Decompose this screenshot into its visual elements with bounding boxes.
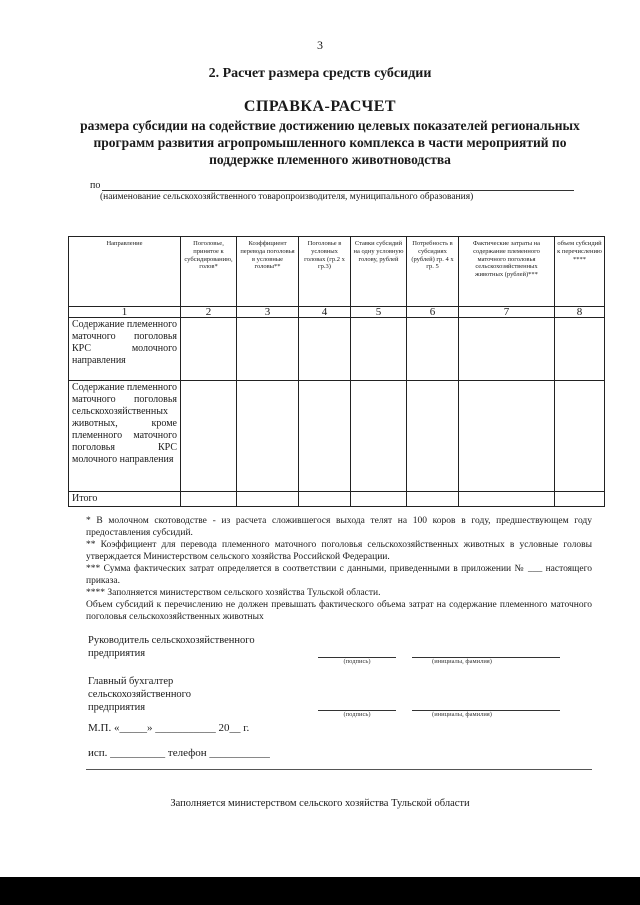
column-number: 8: [555, 307, 605, 318]
column-number: 3: [237, 307, 299, 318]
table-cell[interactable]: [299, 318, 351, 381]
table-cell[interactable]: [181, 381, 237, 492]
table-cell[interactable]: [407, 492, 459, 507]
table-cell[interactable]: [459, 492, 555, 507]
table-cell[interactable]: [237, 492, 299, 507]
table-cell[interactable]: [555, 492, 605, 507]
table-cell[interactable]: [407, 318, 459, 381]
column-number: 1: [69, 307, 181, 318]
footnotes: [86, 515, 592, 623]
footer-note: Заполняется министерством сельского хозяйства Тульской области: [170, 798, 470, 809]
table-cell[interactable]: [351, 318, 407, 381]
name-hint: (инициалы, фамилия): [432, 658, 492, 665]
document-title: СПРАВКА-РАСЧЕТ: [243, 98, 397, 115]
document-subtitle: размера субсидии на содействие достижению целевых показателей региональных программ развития агропромышленного комплекса в части мероприятий по поддержке племенного животноводства: [80, 118, 580, 167]
table-cell[interactable]: [351, 492, 407, 507]
table-header: Направление: [69, 237, 181, 307]
po-hint: (наименование сельскохозяйственного товаропроизводителя, муниципального образования): [100, 192, 474, 202]
row-label-krs-dairy: Содержание племенного маточного поголовья КРС молочного направления: [69, 318, 181, 381]
table-header: Поголовье, принятое к субсидированию, голов*: [181, 237, 237, 307]
column-number: 7: [459, 307, 555, 318]
signature-hint: (подпись): [343, 658, 371, 665]
executor-phone-line: исп. __________ телефон ___________: [88, 747, 270, 759]
section-title: 2. Расчет размера средств субсидии: [208, 66, 432, 81]
row-label-other-animals: Содержание племенного маточного поголовья сельскохозяйственных животных, кроме племенного маточного поголовья КРС молочного направления: [69, 381, 181, 492]
po-label: по: [90, 180, 101, 191]
table-header: объем субсидий к перечислению ****: [555, 237, 605, 307]
page-number: 3: [317, 38, 323, 52]
footnote: * В молочном скотоводстве - из расчета сложившегося выхода телят на 100 коров в году, предшествующем году предоставления субсидий.: [86, 516, 592, 538]
table-cell[interactable]: [459, 318, 555, 381]
table-header: Потребность в субсидиях (рублей) гр. 4 х гр. 5: [407, 237, 459, 307]
column-number: 6: [407, 307, 459, 318]
table-cell[interactable]: [181, 318, 237, 381]
table-cell[interactable]: [351, 381, 407, 492]
row-label-total: Итого: [69, 492, 181, 507]
table-header: Фактические затраты на содержание племенного маточного поголовья сельскохозяйственных животных (рублей)***: [459, 237, 555, 307]
po-input-line: [102, 190, 574, 191]
table-cell[interactable]: [555, 381, 605, 492]
table-cell[interactable]: [299, 492, 351, 507]
table-header: Ставки субсидий на одну условную голову, рублей: [351, 237, 407, 307]
footnote: ** Коэффициент для перевода племенного маточного поголовья сельскохозяйственных животных в условные головы утверждается Министерством сельского хозяйства Российской Федерации.: [86, 540, 592, 562]
footnote: *** Сумма фактических затрат определяется в соответствии с данными, приведенными в приложении № ___ настоящего приказа.: [86, 564, 592, 586]
divider: [86, 769, 592, 770]
table-cell[interactable]: [181, 492, 237, 507]
table-header: Коэффициент перевода поголовья в условные головы**: [237, 237, 299, 307]
table-cell[interactable]: [407, 381, 459, 492]
seal-date-line: М.П. «_____» ___________ 20__ г.: [88, 722, 250, 734]
calculation-table: [68, 236, 605, 507]
footnote: Объем субсидий к перечислению не должен превышать фактического объема затрат на содержание племенного маточного поголовья сельскохозяйственных животных: [86, 600, 592, 622]
accountant-signature-label: Главный бухгалтер сельскохозяйственного предприятия: [88, 676, 191, 713]
signature-hint: (подпись): [343, 711, 371, 718]
name-hint: (инициалы, фамилия): [432, 711, 492, 718]
column-number: 5: [351, 307, 407, 318]
footnote: **** Заполняется министерством сельского хозяйства Тульской области.: [86, 588, 381, 598]
column-number: 4: [299, 307, 351, 318]
head-signature-label: Руководитель сельскохозяйственного предприятия: [88, 635, 255, 659]
table-cell[interactable]: [555, 318, 605, 381]
table-cell[interactable]: [299, 381, 351, 492]
table-cell[interactable]: [237, 318, 299, 381]
column-number: 2: [181, 307, 237, 318]
table-cell[interactable]: [237, 381, 299, 492]
scan-edge: [0, 877, 640, 905]
table-header: Поголовье в условных головах (гр.2 х гр.3): [299, 237, 351, 307]
table-cell[interactable]: [459, 381, 555, 492]
